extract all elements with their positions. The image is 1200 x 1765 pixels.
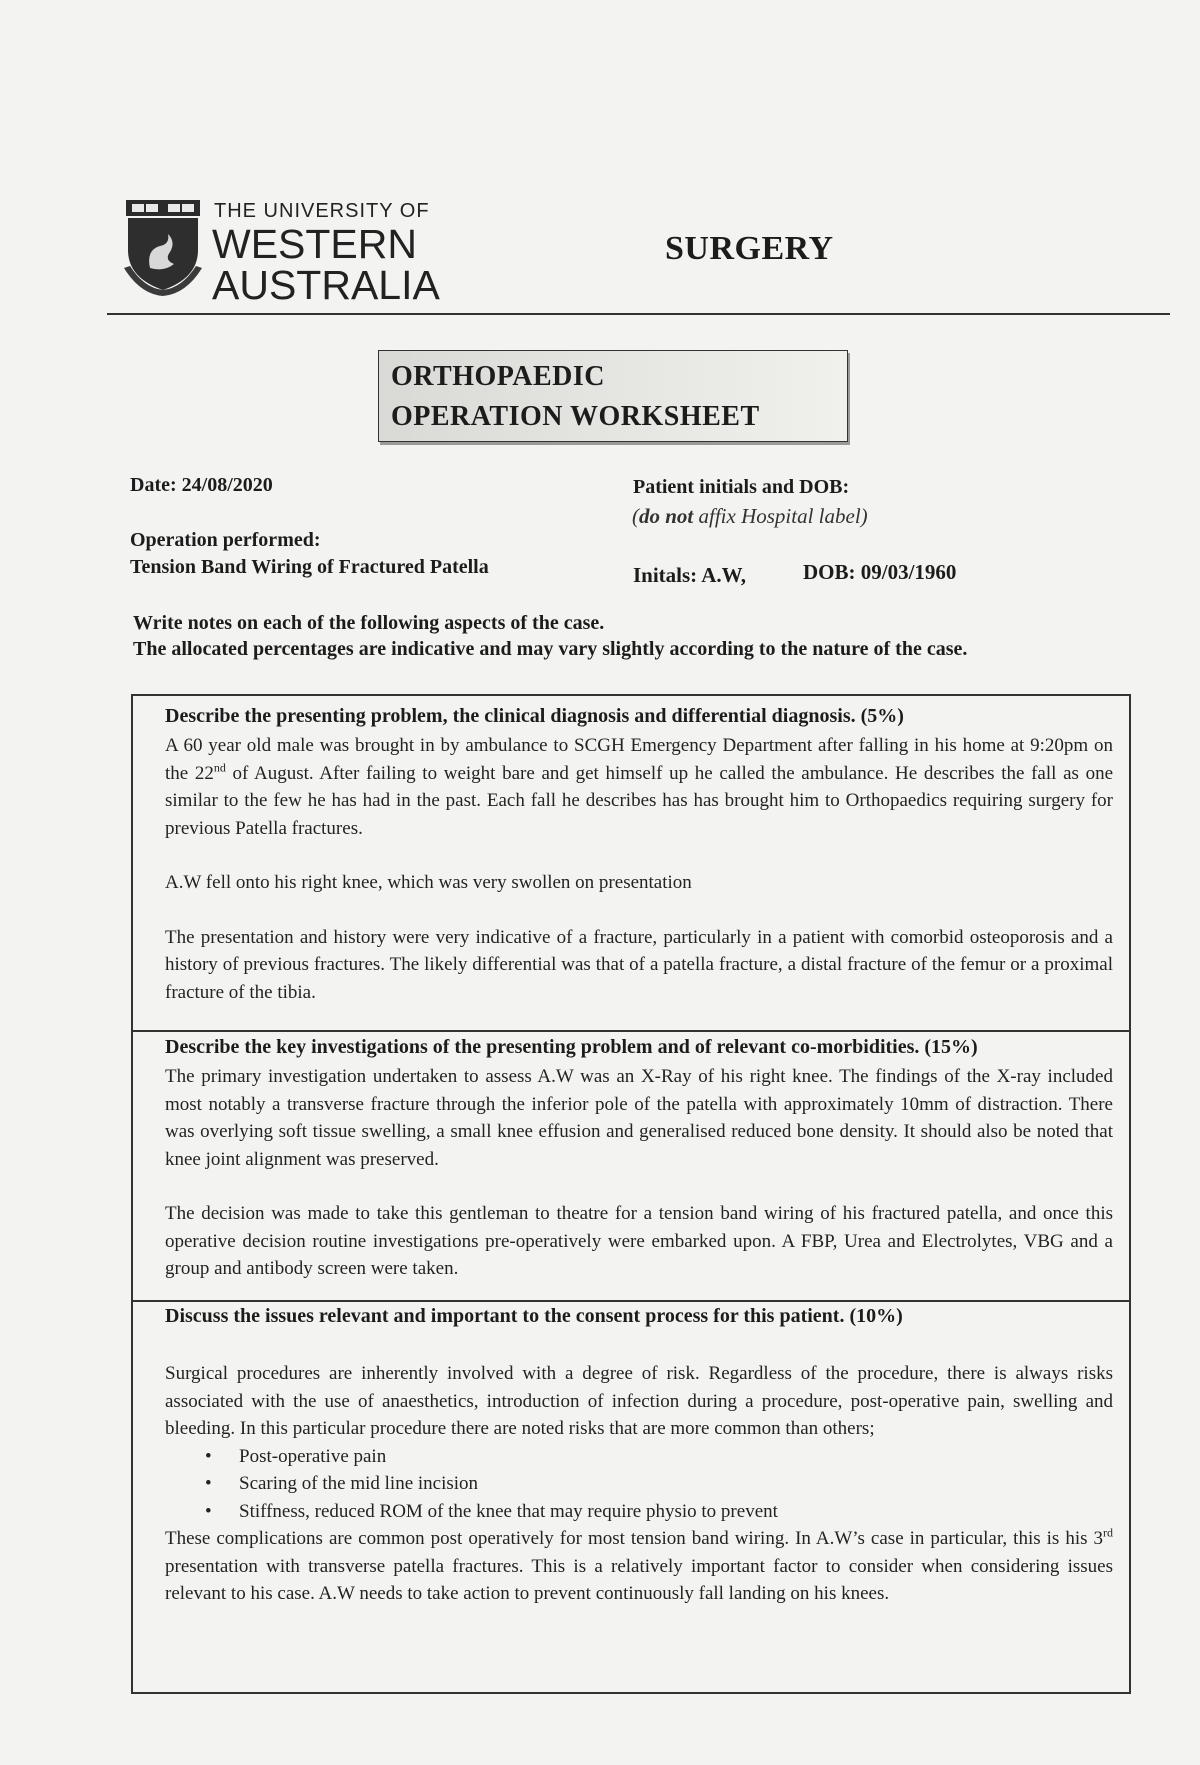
section-paragraph: A 60 year old male was brought in by ambulance to SCGH Emergency Department after falling in his home at 9:20pm on the 22nd of August. After failing to weight bare and get himself up he called the ambulance. He describes the fall as one similar to the few he has had in the past. Each fall he describes has has brought him to Orthopaedics requiring surgery for previous Patella fractures.: [165, 735, 1113, 839]
instructions-line2: The allocated percentages are indicative and may vary slightly according to the nature of the case.: [133, 638, 968, 660]
date-field: Date: 24/08/2020: [130, 474, 273, 496]
patient-initials: Initals: A.W,: [633, 563, 747, 587]
section-body: [165, 1063, 1113, 1283]
university-name-line2: WESTERN: [212, 221, 417, 267]
section-paragraph: Surgical procedures are inherently involved with a degree of risk. Regardless of the procedure, there is always risks associated with the use of anaesthetics, introduction of infection during a procedure, post-operative pain, swelling and bleeding. In this particular procedure there are noted risks that are more common than others;: [165, 1363, 1113, 1439]
patient-label-note: (do not affix Hospital label): [632, 504, 868, 528]
operation-value: Tension Band Wiring of Fractured Patella: [130, 556, 489, 578]
section-heading: Describe the presenting problem, the clinical diagnosis and differential diagnosis. (5%): [165, 705, 904, 727]
list-item: • Post-operative pain: [165, 1443, 1113, 1471]
instructions-line1: Write notes on each of the following aspects of the case.: [133, 612, 605, 634]
list-item: • Stiffness, reduced ROM of the knee that may require physio to prevent: [165, 1498, 1113, 1526]
section-paragraph: The primary investigation undertaken to assess A.W was an X-Ray of his right knee. The findings of the X-ray included most notably a transverse fracture through the inferior pole of the patella with approximately 10mm of distraction. There was overlying soft tissue swelling, a small knee effusion and generalised reduced bone density. It should also be noted that knee joint alignment was preserved.: [165, 1066, 1113, 1170]
section-paragraph: The decision was made to take this gentleman to theatre for a tension band wiring of his fractured patella, and once this operative decision routine investigations pre-operatively were embarked upon. A FBP, Urea and Electrolytes, VBG and a group and antibody screen were taken.: [165, 1203, 1113, 1279]
section-paragraph: These complications are common post operatively for most tension band wiring. In A.W’s case in particular, this is his 3rd presentation with transverse patella fractures. This is a relatively important factor to consider when considering issues relevant to his case. A.W needs to take action to prevent continuously fall landing on his knees.: [165, 1525, 1113, 1604]
operation-label: Operation performed:: [130, 529, 321, 551]
section-heading: Describe the key investigations of the presenting problem and of relevant co-morbidities. (15%): [165, 1036, 978, 1058]
patient-dob: DOB: 09/03/1960: [803, 560, 957, 584]
section-paragraph: A.W fell onto his right knee, which was very swollen on presentation: [165, 872, 692, 893]
section-investigations: [131, 1032, 1131, 1302]
department-title: SURGERY: [665, 230, 834, 267]
section-consent: [131, 1302, 1131, 1694]
university-crest-icon: [120, 198, 206, 298]
section-body: [165, 1360, 1113, 1608]
section-heading: Discuss the issues relevant and important to the consent process for this patient. (10%): [165, 1305, 903, 1327]
header-divider: [107, 313, 1170, 315]
worksheet-title-line2: OPERATION WORKSHEET: [391, 401, 760, 432]
university-name-line3: AUSTRALIA: [212, 262, 440, 308]
patient-label: Patient initials and DOB:: [633, 476, 850, 498]
risk-list: [165, 1443, 1113, 1526]
worksheet-title-box: [378, 350, 848, 442]
worksheet-title-line1: ORTHOPAEDIC: [391, 361, 606, 392]
section-body: [165, 732, 1113, 1006]
section-paragraph: The presentation and history were very indicative of a fracture, particularly in a patient with comorbid osteoporosis and a history of previous fractures. The likely differential was that of a patella fracture, a distal fracture of the femur or a proximal fracture of the tibia.: [165, 926, 1113, 1003]
list-item: • Scaring of the mid line incision: [165, 1470, 1113, 1498]
section-presenting-problem: [131, 694, 1131, 1032]
university-name-line1: THE UNIVERSITY OF: [214, 200, 430, 222]
